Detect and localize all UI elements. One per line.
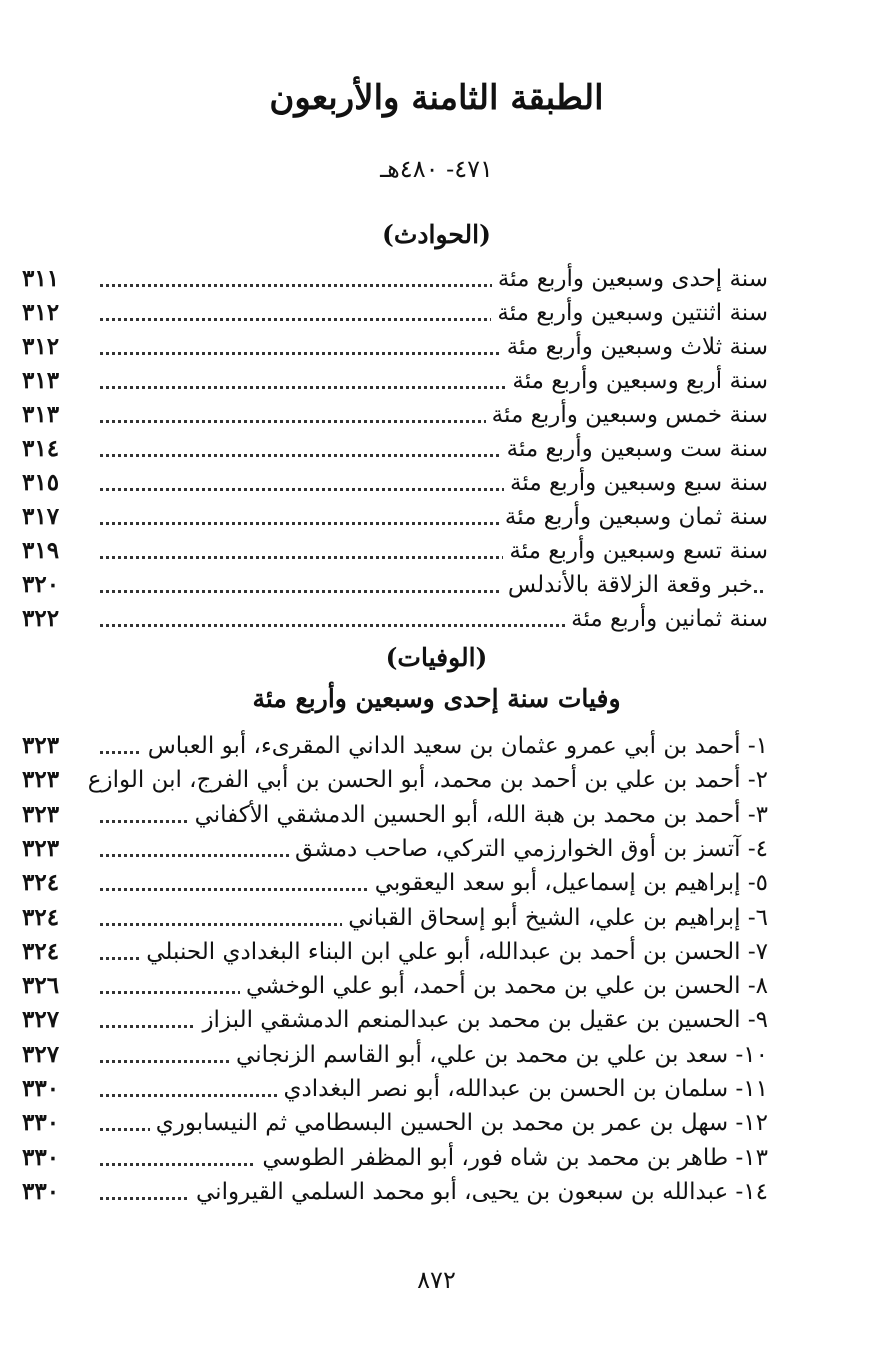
entry-title: سنة ثلاث وسبعين وأربع مئة bbox=[501, 330, 768, 364]
entry-page-number: ٣١٥ bbox=[22, 469, 60, 496]
toc-entry bbox=[0, 1106, 873, 1140]
entry-title: سنة ثمان وسبعين وأربع مئة bbox=[499, 500, 768, 534]
entry-page-number: ٣٣٠ bbox=[22, 1177, 60, 1205]
entry-title: سنة ثمانين وأربع مئة bbox=[565, 602, 768, 636]
entry-title: سنة اثنتين وسبعين وأربع مئة bbox=[491, 296, 768, 330]
toc-entry bbox=[0, 866, 873, 900]
entry-title: سنة إحدى وسبعين وأربع مئة bbox=[492, 262, 768, 296]
entry-page-number: ٣١٢ bbox=[22, 299, 60, 326]
entry-page-number: ٣١٤ bbox=[22, 435, 60, 462]
entry-page-number: ٣٢٣ bbox=[22, 732, 60, 759]
toc-entry bbox=[0, 1003, 873, 1037]
entry-title: ٥- إبراهيم بن إسماعيل، أبو سعد اليعقوبي bbox=[369, 866, 768, 900]
toc-entry bbox=[0, 602, 873, 636]
toc-entry bbox=[0, 432, 873, 466]
entry-page-number: ٣٣٠ bbox=[22, 1075, 60, 1102]
toc-entry bbox=[0, 330, 873, 364]
entry-title: خبر وقعة الزلاقة بالأندلس bbox=[502, 568, 753, 602]
entry-page-number: ٣١٣ bbox=[22, 367, 60, 394]
toc-entry bbox=[0, 832, 873, 866]
entry-title: ١٤- عبدالله بن سبعون بن يحيى، أبو محمد السلمي القيرواني bbox=[190, 1175, 768, 1209]
entry-page-number: ٣١٩ bbox=[22, 537, 60, 564]
toc-entry bbox=[0, 534, 873, 568]
toc-entry bbox=[0, 364, 873, 398]
entry-title: ٧- الحسن بن أحمد بن عبدالله، أبو علي ابن البناء البغدادي الحنبلي bbox=[140, 935, 768, 969]
entry-title: ١٠- سعد بن علي بن محمد بن علي، أبو القاسم الزنجاني bbox=[230, 1038, 768, 1072]
entry-page-number: ٣٢٦ bbox=[22, 972, 60, 1000]
entry-title: سنة أربع وسبعين وأربع مئة bbox=[506, 364, 768, 398]
toc-entry bbox=[0, 1141, 873, 1175]
toc-entry bbox=[0, 935, 873, 969]
entry-page-number: ٣١١ bbox=[22, 265, 60, 292]
entry-page-number: ٣٢٣ bbox=[22, 800, 60, 828]
entry-title: ٦- إبراهيم بن علي، الشيخ أبو إسحاق القباني bbox=[342, 901, 768, 935]
entry-title: سنة خمس وسبعين وأربع مئة bbox=[486, 398, 768, 432]
toc-entry bbox=[0, 466, 873, 500]
entry-page-number: ٣٢٤ bbox=[22, 869, 60, 897]
entry-page-number: ٣٢٧ bbox=[22, 1006, 60, 1034]
entry-page-number: ٣٢٢ bbox=[22, 605, 60, 632]
entry-page-number: ٣١٧ bbox=[22, 503, 60, 530]
toc-entry bbox=[0, 1175, 873, 1209]
toc-entry bbox=[0, 262, 873, 296]
entry-title: ١- أحمد بن أبي عمرو عثمان بن سعيد الداني المقرىء، أبو العباس bbox=[142, 729, 768, 763]
entry-page-number: ٣٢٠ bbox=[22, 571, 60, 598]
toc-entry bbox=[0, 398, 873, 432]
events-heading: (الحوادث) bbox=[382, 220, 491, 249]
deaths-heading: (الوفيات) bbox=[385, 643, 488, 672]
entry-page-number: ٣٢٤ bbox=[22, 937, 60, 965]
entry-title: سنة ست وسبعين وأربع مئة bbox=[501, 432, 768, 466]
entry-page-number: ٣٣٠ bbox=[22, 1109, 60, 1137]
toc-entry bbox=[0, 500, 873, 534]
toc-entry bbox=[0, 901, 873, 935]
entry-title: سنة سبع وسبعين وأربع مئة bbox=[504, 466, 768, 500]
entry-page-number: ٣١٢ bbox=[22, 333, 60, 360]
deaths-subheading: وفيات سنة إحدى وسبعين وأربع مئة bbox=[252, 684, 621, 713]
entry-title: ٩- الحسين بن عقيل بن محمد بن عبدالمنعم الدمشقي البزاز bbox=[196, 1003, 768, 1037]
entry-title: ١٢- سهل بن عمر بن محمد بن الحسين البسطامي ثم النيسابوري bbox=[150, 1106, 768, 1140]
toc-entry bbox=[0, 1038, 873, 1072]
toc-entry bbox=[0, 729, 873, 763]
entry-title: ٣- أحمد بن محمد بن هبة الله، أبو الحسين الدمشقي الأكفاني bbox=[189, 798, 768, 832]
entry-page-number: ٣١٣ bbox=[22, 401, 60, 428]
page-number: ٨٧٢ bbox=[417, 1266, 456, 1294]
entry-page-number: ٣٢٣ bbox=[22, 834, 60, 862]
entry-title: سنة تسع وسبعين وأربع مئة bbox=[503, 534, 768, 568]
entry-title: ١٣- طاهر بن محمد بن شاه فور، أبو المظفر الطوسي bbox=[256, 1141, 768, 1175]
entry-title: ١١- سلمان بن الحسن بن عبدالله، أبو نصر البغدادي bbox=[277, 1072, 768, 1106]
entry-title: ٢- أحمد بن علي بن أحمد بن محمد، أبو الحسن بن أبي الفرج، ابن الوازع bbox=[82, 763, 768, 797]
toc-entry bbox=[0, 969, 873, 1003]
entry-page-number: ٣٢٤ bbox=[22, 903, 60, 931]
entry-title: ٤- آتسز بن أوق الخوارزمي التركي، صاحب دمشق bbox=[289, 832, 768, 866]
toc-entry bbox=[0, 798, 873, 832]
toc-entry bbox=[0, 1072, 873, 1106]
entry-page-number: ٣٢٧ bbox=[22, 1040, 60, 1068]
year-range: ٤٧١- ٤٨٠هـ bbox=[380, 155, 493, 183]
toc-entry bbox=[0, 296, 873, 330]
toc-entry bbox=[0, 568, 873, 602]
toc-entry bbox=[0, 763, 873, 797]
entry-page-number: ٣٣٠ bbox=[22, 1143, 60, 1171]
page-title: الطبقة الثامنة والأربعون bbox=[269, 78, 604, 118]
entry-title: ٨- الحسن بن علي بن محمد بن أحمد، أبو علي الوخشي bbox=[240, 969, 768, 1003]
entry-page-number: ٣٢٣ bbox=[22, 766, 60, 794]
